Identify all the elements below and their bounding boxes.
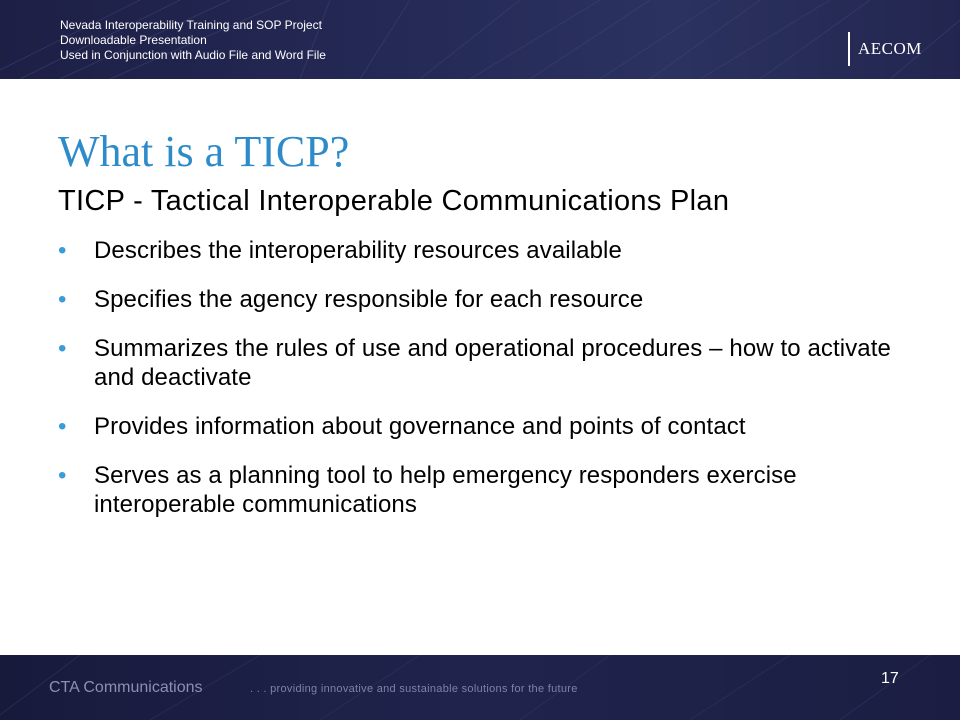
slide-subtitle: TICP - Tactical Interoperable Communications Plan xyxy=(58,185,730,217)
bullet-icon: • xyxy=(58,462,67,489)
bullet-text: Serves as a planning tool to help emergency responders exercise interoperable communications xyxy=(94,462,797,518)
bullet-item xyxy=(58,285,938,314)
footer-brand: CTA Communications xyxy=(49,679,203,696)
bullet-text: Provides information about governance and points of contact xyxy=(94,413,746,440)
bullet-item xyxy=(58,236,938,265)
page-number: 17 xyxy=(881,670,899,687)
footer-banner xyxy=(0,655,960,720)
logo-text: AECOM xyxy=(858,39,922,58)
bullet-list xyxy=(58,236,938,539)
bullet-icon: • xyxy=(58,335,67,362)
header-text xyxy=(60,18,326,63)
bullet-icon: • xyxy=(58,286,67,313)
header-line-usage: Used in Conjunction with Audio File and Word File xyxy=(60,48,326,62)
bullet-icon: • xyxy=(58,237,67,264)
header-line-presentation: Downloadable Presentation xyxy=(60,33,207,47)
slide-title: What is a TICP? xyxy=(58,127,350,176)
bullet-item xyxy=(58,412,938,441)
bullet-text: Summarizes the rules of use and operational procedures – how to activate and deactivate xyxy=(94,335,891,391)
logo-divider xyxy=(848,32,850,66)
header-line-project: Nevada Interoperability Training and SOP Project xyxy=(60,18,322,32)
footer-tagline: . . . providing innovative and sustainable solutions for the future xyxy=(250,683,578,695)
bullet-item xyxy=(58,461,938,519)
aecom-logo xyxy=(848,32,922,66)
bullet-text: Describes the interoperability resources available xyxy=(94,237,622,264)
bullet-item xyxy=(58,334,938,392)
bullet-text: Specifies the agency responsible for each resource xyxy=(94,286,644,313)
bullet-icon: • xyxy=(58,413,67,440)
header-banner xyxy=(0,0,960,79)
